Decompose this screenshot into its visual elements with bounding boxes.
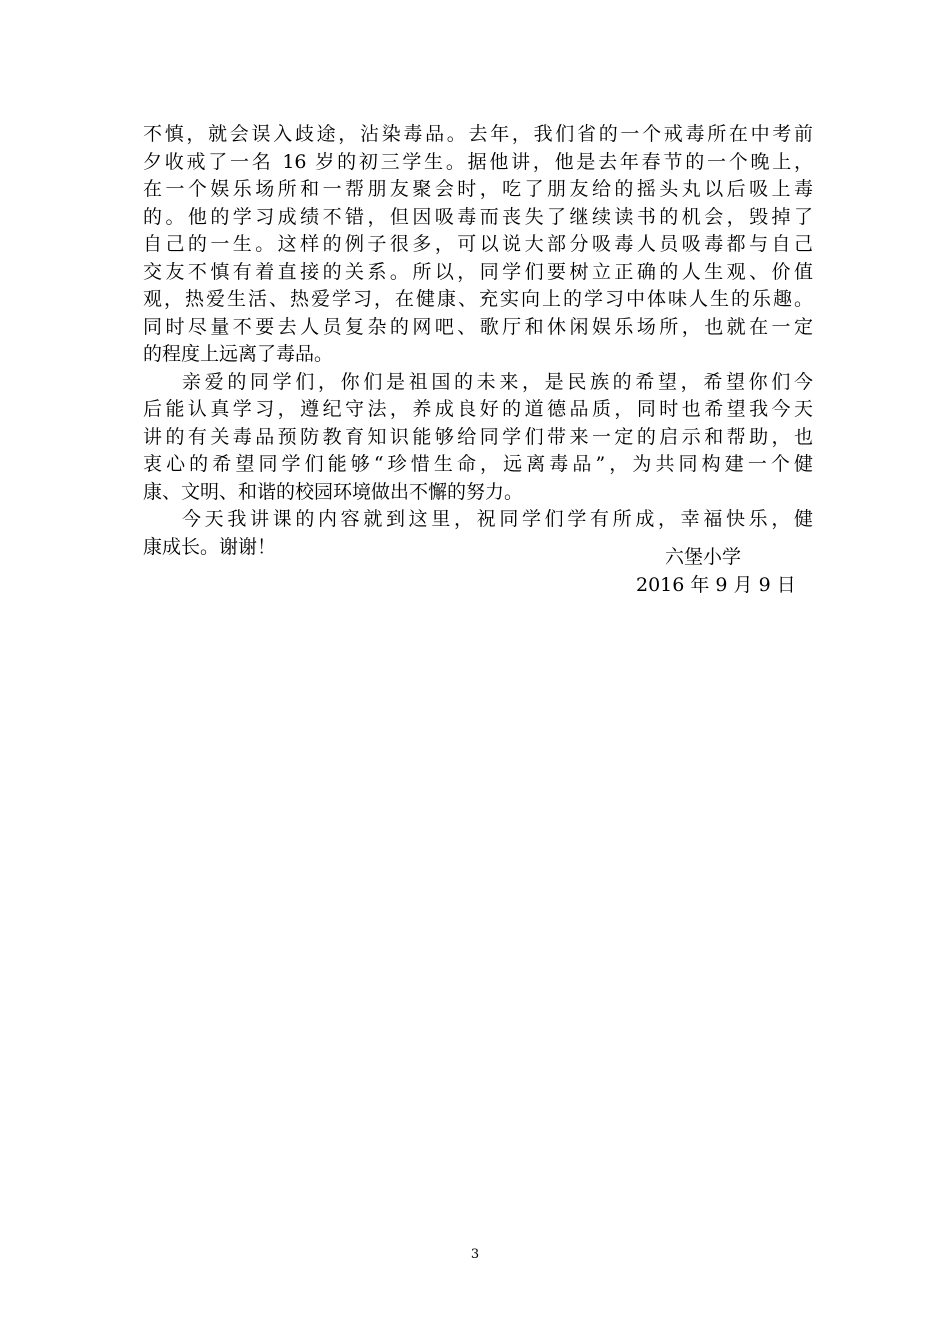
document-body [143,121,813,561]
paragraph-1-line-2: 夕收戒了一名 16 岁的初三学生。据他讲，他是去年春节的一个晚上， [143,150,813,173]
signature-school: 六堡小学 [665,546,742,568]
paragraph-2-line-3: 讲的有关毒品预防教育知识能够给同学们带来一定的启示和帮助，也 [143,425,813,448]
paragraph-1-line-3: 在一个娱乐场所和一帮朋友聚会时，吃了朋友给的摇头丸以后吸上毒 [143,178,813,200]
paragraph-1-line-7: 观，热爱生活、热爱学习，在健康、充实向上的学习中体味人生的乐趣。 [143,288,813,310]
paragraph-2-line-4: 衷心的希望同学们能够“珍惜生命，远离毒品”，为共同构建一个健 [143,453,813,475]
signature-date: 2016 年 9 月 9 日 [636,574,796,596]
paragraph-1-line-4: 的。他的学习成绩不错，但因吸毒而丧失了继续读书的机会，毁掉了 [143,205,813,228]
paragraph-3-line-2: 康成长。谢谢！ [143,535,277,558]
paragraph-2-line-2: 后能认真学习，遵纪守法，养成良好的道德品质，同时也希望我今天 [143,398,813,420]
paragraph-1-line-6: 交友不慎有着直接的关系。所以，同学们要树立正确的人生观、价值 [143,260,813,283]
paragraph-1-line-1: 不慎，就会误入歧途，沾染毒品。去年，我们省的一个戒毒所在中考前 [143,123,813,145]
paragraph-1-line-9: 的程度上远离了毒品。 [143,343,334,365]
paragraph-3-line-1: 今天我讲课的内容就到这里，祝同学们学有所成，幸福快乐，健 [182,508,813,530]
paragraph-2-line-5: 康、文明、和谐的校园环境做出不懈的努力。 [143,480,524,503]
paragraph-2-line-1: 亲爱的同学们，你们是祖国的未来，是民族的希望，希望你们今 [182,370,813,393]
page-number: 3 [470,1247,480,1262]
paragraph-1-line-8: 同时尽量不要去人员复杂的网吧、歌厅和休闲娱乐场所，也就在一定 [143,315,813,338]
paragraph-1-line-5: 自己的一生。这样的例子很多，可以说大部分吸毒人员吸毒都与自己 [143,233,813,255]
